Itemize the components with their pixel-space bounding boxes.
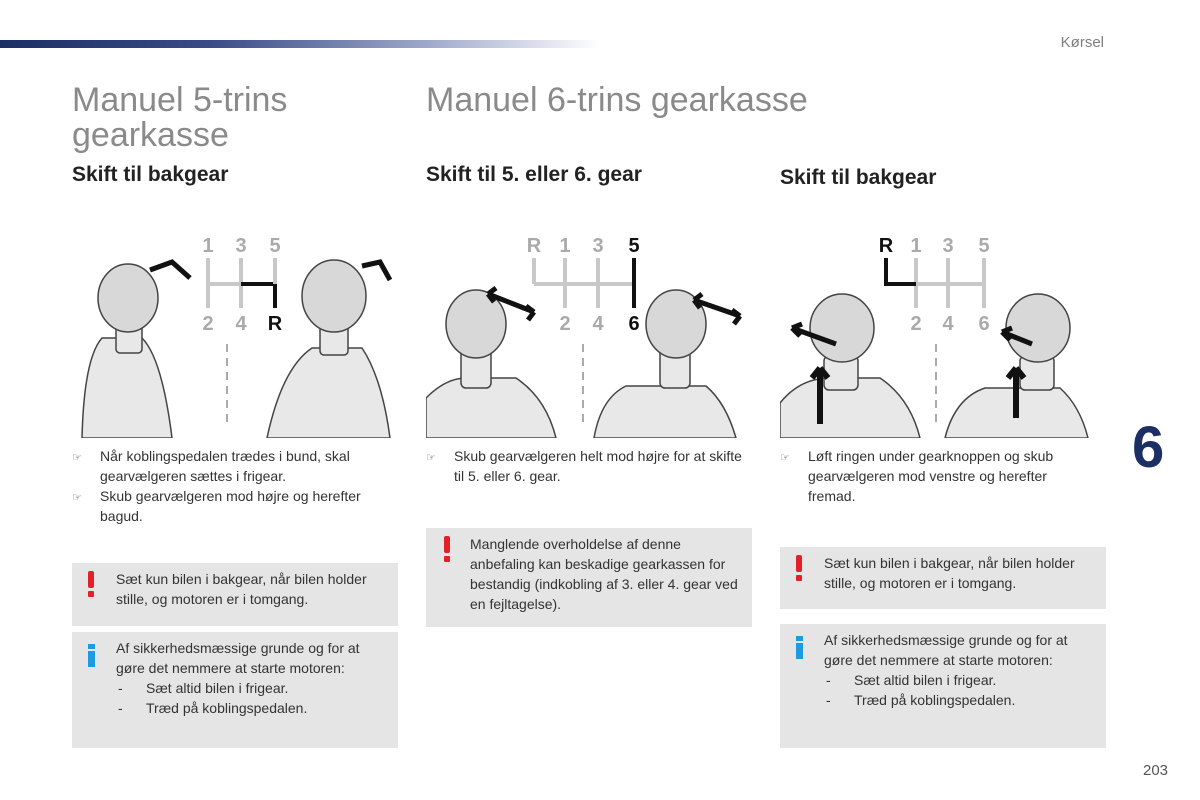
gear-label-5: 5 <box>978 235 990 257</box>
info-item-text: Sæt altid bilen i frigear. <box>854 672 997 688</box>
gear-path-highlight <box>886 258 916 284</box>
gear-label-2: 2 <box>559 313 571 335</box>
gear-knob-illustration-left <box>82 264 172 438</box>
pointing-hand-icon: ☞ <box>72 492 82 504</box>
figure-6speed-reverse <box>780 228 1090 438</box>
left-bullet-list <box>72 446 398 526</box>
info-intro: Af sikkerhedsmæssige grunde og for at gøre det nemmere at starte motoren: <box>116 640 360 676</box>
gear-label-1: 1 <box>202 235 214 257</box>
list-item <box>780 446 1090 506</box>
gear-knob-illustration-right <box>594 290 736 438</box>
bullet-text: Når koblingspedalen trædes i bund, skal gearvælgeren sættes i frigear. <box>100 448 350 484</box>
gear-label-5: 5 <box>628 235 640 257</box>
info-content <box>116 638 390 718</box>
warning-text: Manglende overholdelse af denne anbefaling kan beskadige gearkassen for bestandig (indkobling af 3. eller 4. gear ved en fejltagelse). <box>470 536 738 612</box>
info-item-text: Sæt altid bilen i frigear. <box>146 680 289 696</box>
gear-label-4: 4 <box>592 313 604 335</box>
warning-icon <box>794 555 804 581</box>
list-item <box>824 670 1098 690</box>
middle-bullet-list <box>426 446 742 486</box>
gear-label-5: 5 <box>269 235 281 257</box>
chapter-number: 6 <box>1132 415 1165 480</box>
dash-marker: - <box>826 692 831 708</box>
gear-knob-illustration-right <box>267 260 390 438</box>
pointing-hand-icon: ☞ <box>72 452 82 464</box>
third-bullet-list <box>780 446 1090 506</box>
list-item <box>72 446 398 486</box>
info-item-text: Træd på koblingspedalen. <box>854 692 1016 708</box>
gear-label-r: R <box>526 235 542 257</box>
bullet-text: Skub gearvælgeren helt mod højre for at skifte til 5. eller 6. gear. <box>454 448 742 484</box>
gear-label-6: 6 <box>978 313 990 335</box>
arrow-icon <box>150 262 190 278</box>
info-icon <box>88 644 96 668</box>
third-warning-box <box>780 547 1106 609</box>
warning-text: Sæt kun bilen i bakgear, når bilen holder stille, og motoren er i tomgang. <box>824 555 1075 591</box>
info-intro: Af sikkerhedsmæssige grunde og for at gøre det nemmere at starte motoren: <box>824 632 1068 668</box>
pointing-hand-icon: ☞ <box>780 452 790 464</box>
gear-label-2: 2 <box>202 313 214 335</box>
warning-icon <box>86 571 96 597</box>
gear-label-4: 4 <box>942 313 954 335</box>
left-info-box <box>72 632 398 748</box>
gear-label-1: 1 <box>559 235 571 257</box>
third-subtitle: Skift til bakgear <box>780 166 937 189</box>
warning-icon <box>442 536 452 562</box>
bullet-text: Løft ringen under gearknoppen og skub gearvælgeren mod venstre og herefter fremad. <box>808 448 1054 504</box>
gear-label-3: 3 <box>592 235 604 257</box>
gear-label-r: R <box>878 235 894 257</box>
left-title-line1: Manuel 5-trins <box>72 81 288 119</box>
info-content <box>824 630 1098 710</box>
gear-label-4: 4 <box>235 313 247 335</box>
page-number: 203 <box>1143 762 1169 779</box>
left-subtitle: Skift til bakgear <box>72 163 229 186</box>
list-item <box>116 698 390 718</box>
header-gradient-bar <box>0 40 600 48</box>
third-info-box <box>780 624 1106 748</box>
list-item <box>426 446 742 486</box>
pointing-hand-icon: ☞ <box>426 452 436 464</box>
middle-subtitle: Skift til 5. eller 6. gear <box>426 163 642 186</box>
gear-label-3: 3 <box>235 235 247 257</box>
left-title <box>72 83 287 153</box>
middle-warning-box <box>426 528 752 627</box>
list-item <box>72 486 398 526</box>
dash-marker: - <box>118 700 123 716</box>
gear-label-1: 1 <box>910 235 922 257</box>
gear-label-r: R <box>267 313 283 335</box>
gear-label-6: 6 <box>628 313 640 335</box>
arrow-icon <box>362 262 390 280</box>
section-title: Kørsel <box>1060 34 1104 51</box>
figure-6speed-5-6 <box>426 228 742 438</box>
bullet-text: Skub gearvælgeren mod højre og herefter bagud. <box>100 488 361 524</box>
gear-label-2: 2 <box>910 313 922 335</box>
gear-shift-pattern <box>534 258 634 308</box>
dash-marker: - <box>118 680 123 696</box>
figure-5speed-reverse <box>72 228 398 438</box>
gear-knob-illustration-left <box>426 290 556 438</box>
list-item <box>824 690 1098 710</box>
info-icon <box>796 636 804 660</box>
gear-knob-illustration-left <box>780 294 920 438</box>
dash-marker: - <box>826 672 831 688</box>
right-title: Manuel 6-trins gearkasse <box>426 81 808 119</box>
list-item <box>116 678 390 698</box>
gear-path-highlight <box>241 284 275 308</box>
info-item-text: Træd på koblingspedalen. <box>146 700 308 716</box>
left-warning-box <box>72 563 398 626</box>
gear-label-3: 3 <box>942 235 954 257</box>
left-title-line2: gearkasse <box>72 116 229 154</box>
warning-text: Sæt kun bilen i bakgear, når bilen holder stille, og motoren er i tomgang. <box>116 571 367 607</box>
